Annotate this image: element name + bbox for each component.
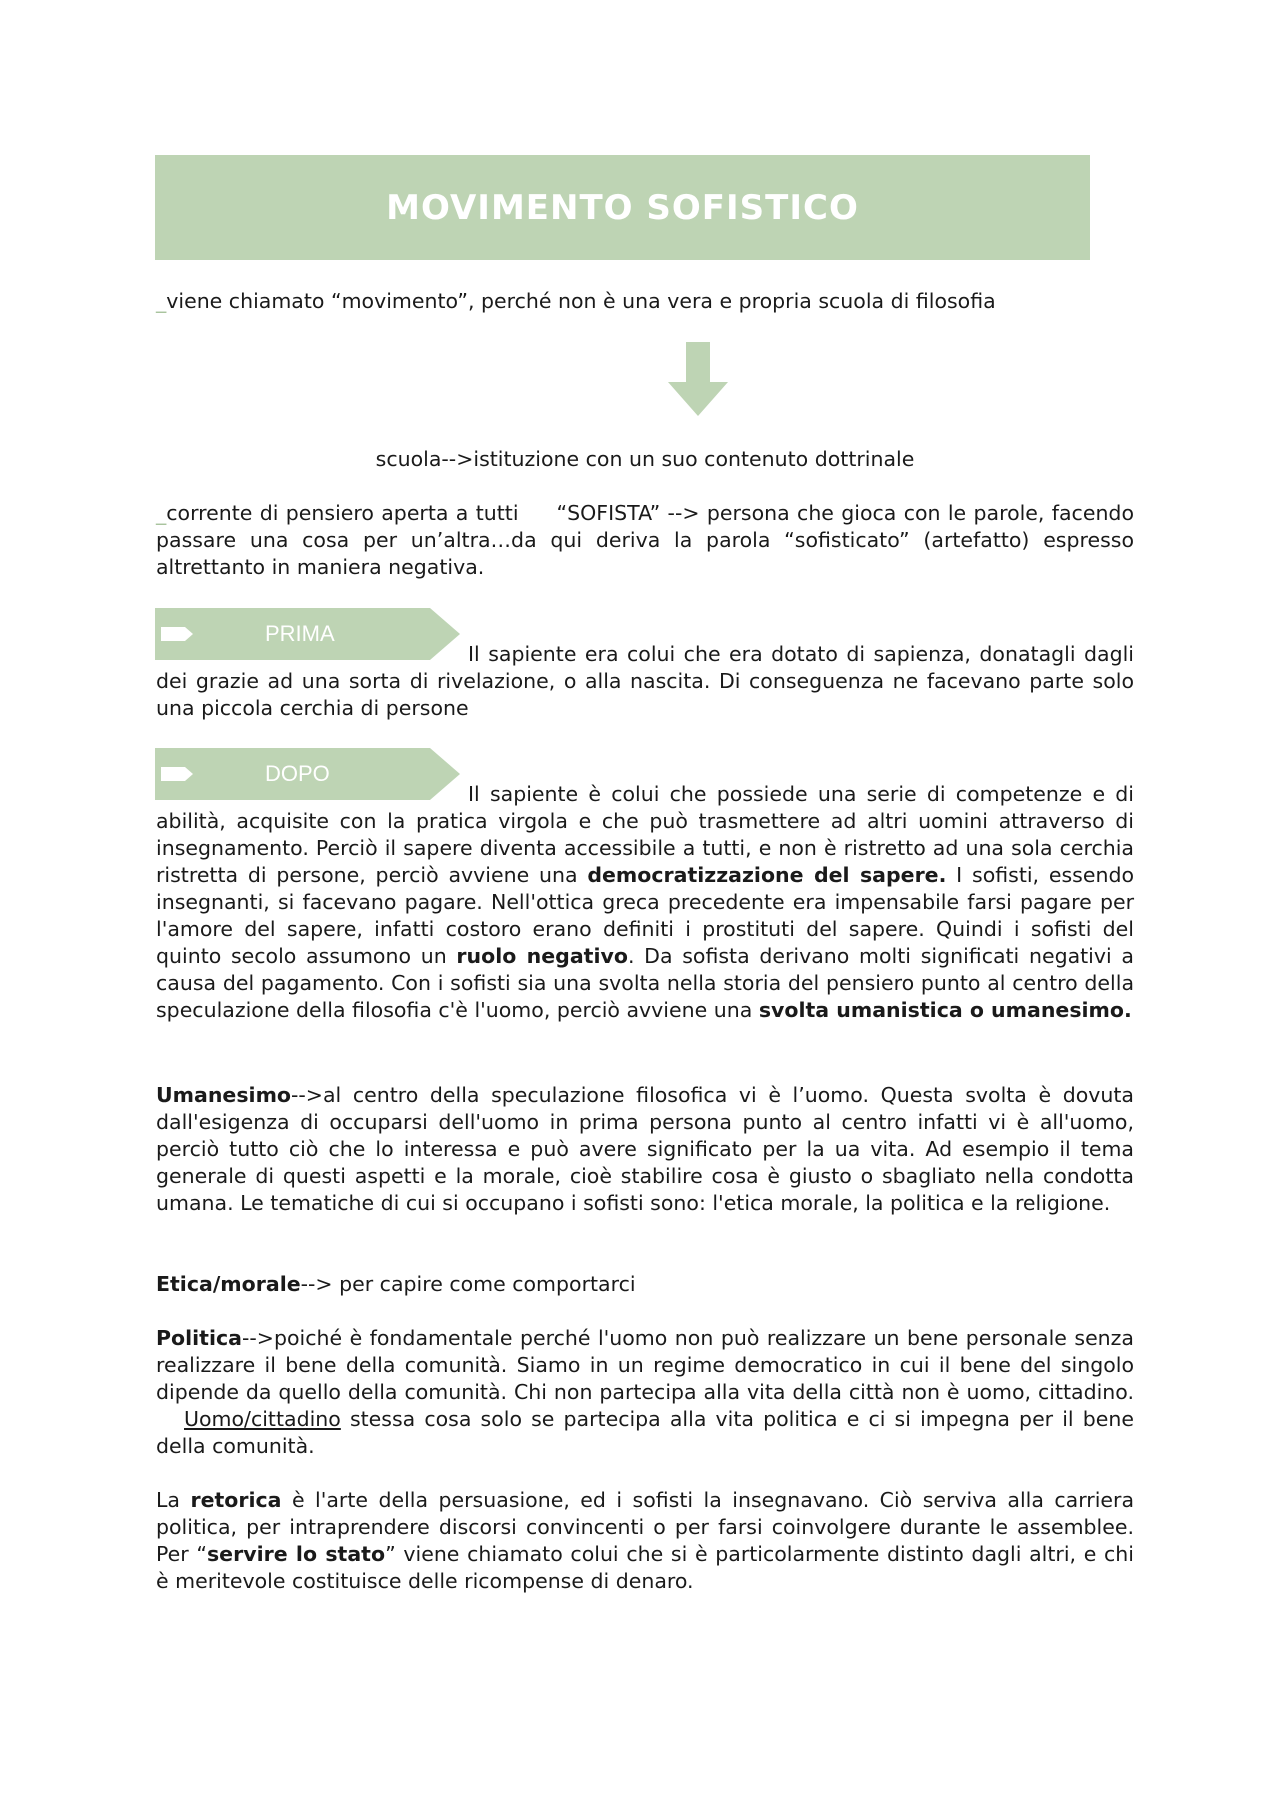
- umanesimo-paragraph: Umanesimo-->al centro della speculazione filosofica vi è l’uomo. Questa svolta è dovuta dall'esigenza di occuparsi dell'uomo in prima persona punto al centro infatti vi è all'uomo, perciò tutto ciò che lo interessa e può avere significato per la ua vita. Ad esempio il tema generale di questi aspetti e la morale, cioè stabilire cosa è giusto o sbagliato nella condotta umana. Le tematiche di cui si occupano i sofisti sono: l'etica morale, la politica e la religione.: [156, 1083, 1134, 1215]
- prima-label: PRIMA: [265, 621, 335, 646]
- dopo-label: DOPO: [265, 761, 330, 786]
- corrente-text: corrente di pensiero aperta a tutti: [166, 501, 519, 525]
- retorica-paragraph: La retorica è l'arte della persuasione, ed i sofisti la insegnavano. Ciò serviva alla carriera politica, per intraprendere discorsi convincenti o per farsi coinvolgere durante le assemblee. Per “servire lo stato” viene chiamato colui che si è particolarmente distinto dagli altri, e chi è meritevole costituisce delle ricompense di denaro.: [156, 1488, 1135, 1593]
- down-arrow-icon: [668, 342, 728, 416]
- politica-paragraph: Politica-->poiché è fondamentale perché l'uomo non può realizzare un bene personale senza realizzare il bene della comunità. Siamo in un regime democratico in cui il bene del singolo dipende da quello della comunità. Chi non partecipa alla vita della città non è uomo, cittadino.Uomo/cittadino stessa cosa solo se partecipa alla vita politica e ci si impegna per il bene della comunità.: [156, 1326, 1134, 1458]
- democratizzazione-bold: democratizzazione del sapere.: [587, 863, 947, 887]
- umanesimo-term: Umanesimo: [156, 1083, 292, 1107]
- servire-lo-stato-bold: servire lo stato: [206, 1542, 386, 1566]
- retorica-term: retorica: [190, 1488, 282, 1512]
- prima-paragraph: [156, 641, 1134, 722]
- sofista-definition: “SOFISTA” --> persona che gioca con le parole, facendo passare una cosa per un’altra…da qui deriva la parola “sofisticato” (artefatto) espresso altrettanto in maniera negativa.: [156, 501, 1134, 579]
- corrente-paragraph: [156, 500, 1134, 581]
- svolta-umanistica-bold: svolta umanistica o umanesimo.: [758, 998, 1132, 1022]
- etica-paragraph: Etica/morale--> per capire come comportarci: [156, 1272, 636, 1296]
- dopo-paragraph: Il sapiente è colui che possiede una serie di competenze e di abilità, acquisite con la pratica virgola e che può trasmettere ad altri uomini attraverso di insegnamento. Perciò il sapere diventa accessibile a tutti, e non è ristretto ad una sola cerchia ristretta di persone, perciò avviene una democratizzazione del sapere. I sofisti, essendo insegnanti, si facevano pagare. Nell'ottica greca precedente era impensabile farsi pagare per l'amore del sapere, infatti costoro erano definiti i prostituti del sapere. Quindi i sofisti del quinto secolo assumono un ruolo negativo. Da sofista derivano molti significati negativi a causa del pagamento. Con i sofisti sia una svolta nella storia del pensiero punto al centro della speculazione della filosofia c'è l'uomo, perciò avviene una svolta umanistica o umanesimo.: [156, 782, 1134, 1022]
- page-title: MOVIMENTO SOFISTICO: [386, 187, 859, 228]
- uomo-cittadino-underline: Uomo/cittadino: [184, 1407, 341, 1431]
- title-banner: [155, 155, 1090, 260]
- etica-term: Etica/morale: [156, 1272, 301, 1296]
- politica-term: Politica: [156, 1326, 242, 1350]
- scuola-line: scuola-->istituzione con un suo contenuto dottrinale: [375, 447, 915, 471]
- prima-text: Il sapiente era colui che era dotato di sapienza, donatagli dagli dei grazie ad una sorta di rivelazione, o alla nascita. Di conseguenza ne facevano parte solo una piccola cerchia di persone: [156, 642, 1134, 720]
- ruolo-negativo-bold: ruolo negativo: [456, 944, 628, 968]
- intro-dash: _: [156, 289, 167, 313]
- intro-text: viene chiamato “movimento”, perché non è una vera e propria scuola di filosofia: [166, 289, 996, 313]
- corrente-dash: _: [156, 501, 167, 525]
- intro-paragraph: [156, 288, 1134, 315]
